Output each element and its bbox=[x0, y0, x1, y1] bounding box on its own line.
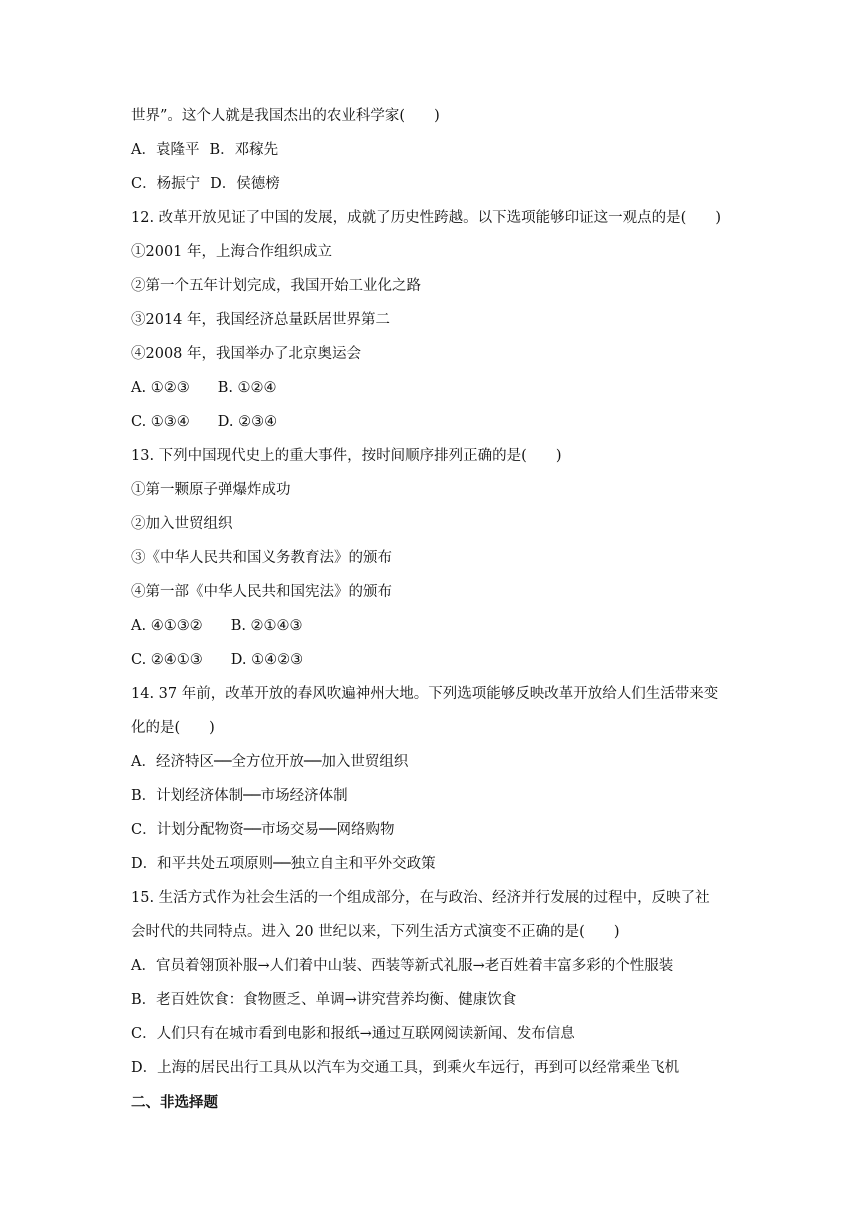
q11-option-b: B．邓稼先 bbox=[209, 142, 279, 158]
q13-statement-1: ①第一颗原子弹爆炸成功 bbox=[131, 482, 291, 498]
q13-option-c: C. ②④①③ bbox=[131, 652, 203, 668]
q12-options-cd bbox=[131, 414, 736, 431]
q13-statement-2: ②加入世贸组织 bbox=[131, 516, 233, 532]
q14-option-c: C．计划分配物资──市场交易──网络购物 bbox=[131, 822, 395, 838]
q13-option-d: D. ①④②③ bbox=[230, 652, 304, 668]
q13-statement-4: ④第一部《中华人民共和国宪法》的颁布 bbox=[131, 584, 392, 600]
q13-option-a: A. ④①③② bbox=[131, 618, 203, 634]
q12-option-b: B. ①②④ bbox=[217, 380, 277, 396]
q11-options-ab bbox=[131, 142, 736, 159]
q12-statement-3: ③2014 年，我国经济总量跃居世界第二 bbox=[131, 312, 391, 328]
q14-option-b: B．计划经济体制──市场经济体制 bbox=[131, 788, 348, 804]
q12-options-ab bbox=[131, 380, 736, 397]
q11-option-d: D．侯德榜 bbox=[210, 176, 280, 192]
q15-option-c: C．人们只有在城市看到电影和报纸→通过互联网阅读新闻、发布信息 bbox=[131, 1026, 575, 1042]
q11-option-c: C．杨振宁 bbox=[131, 176, 201, 192]
q13-stem: 13. 下列中国现代史上的重大事件，按时间顺序排列正确的是( ) bbox=[131, 448, 562, 464]
q12-statement-4: ④2008 年，我国举办了北京奥运会 bbox=[131, 346, 362, 362]
q13-options-ab bbox=[131, 618, 736, 635]
q11-option-a: A．袁隆平 bbox=[131, 142, 200, 158]
q12-statement-2: ②第一个五年计划完成，我国开始工业化之路 bbox=[131, 278, 421, 294]
q14-stem-line-2: 化的是( ) bbox=[131, 720, 215, 736]
q15-option-d: D．上海的居民出行工具从以汽车为交通工具，到乘火车远行，再到可以经常乘坐飞机 bbox=[131, 1060, 680, 1076]
q12-option-d: D. ②③④ bbox=[217, 414, 278, 430]
section-title-non-choice: 二、非选择题 bbox=[131, 1094, 218, 1111]
q14-option-d: D．和平共处五项原则──独立自主和平外交政策 bbox=[131, 856, 436, 872]
q13-option-b: B. ②①④③ bbox=[230, 618, 303, 634]
q13-options-cd bbox=[131, 652, 736, 669]
q15-option-b: B．老百姓饮食：食物匮乏、单调→讲究营养均衡、健康饮食 bbox=[131, 992, 517, 1008]
q11-stem-tail: 世界”。这个人就是我国杰出的农业科学家( ) bbox=[131, 108, 440, 124]
q14-option-a: A．经济特区──全方位开放──加入世贸组织 bbox=[131, 754, 409, 770]
q12-statement-1: ①2001 年，上海合作组织成立 bbox=[131, 244, 333, 260]
q15-stem-line-2: 会时代的共同特点。进入 20 世纪以来，下列生活方式演变不正确的是( ) bbox=[131, 924, 620, 940]
q11-options-cd bbox=[131, 176, 736, 193]
q15-option-a: A．官员着翎顶补服→人们着中山装、西装等新式礼服→老百姓着丰富多彩的个性服装 bbox=[131, 958, 674, 974]
q12-stem: 12. 改革开放见证了中国的发展，成就了历史性跨越。以下选项能够印证这一观点的是( ) bbox=[131, 210, 721, 226]
question-list bbox=[131, 108, 736, 1128]
q12-option-a: A. ①②③ bbox=[131, 380, 190, 396]
q15-stem-line-1: 15. 生活方式作为社会生活的一个组成部分，在与政治、经济并行发展的过程中，反映了社 bbox=[131, 890, 710, 906]
q12-option-c: C. ①③④ bbox=[131, 414, 190, 430]
q13-statement-3: ③《中华人民共和国义务教育法》的颁布 bbox=[131, 550, 392, 566]
q14-stem-line-1: 14. 37 年前，改革开放的春风吹遍神州大地。下列选项能够反映改革开放给人们生活带来变 bbox=[131, 686, 719, 702]
